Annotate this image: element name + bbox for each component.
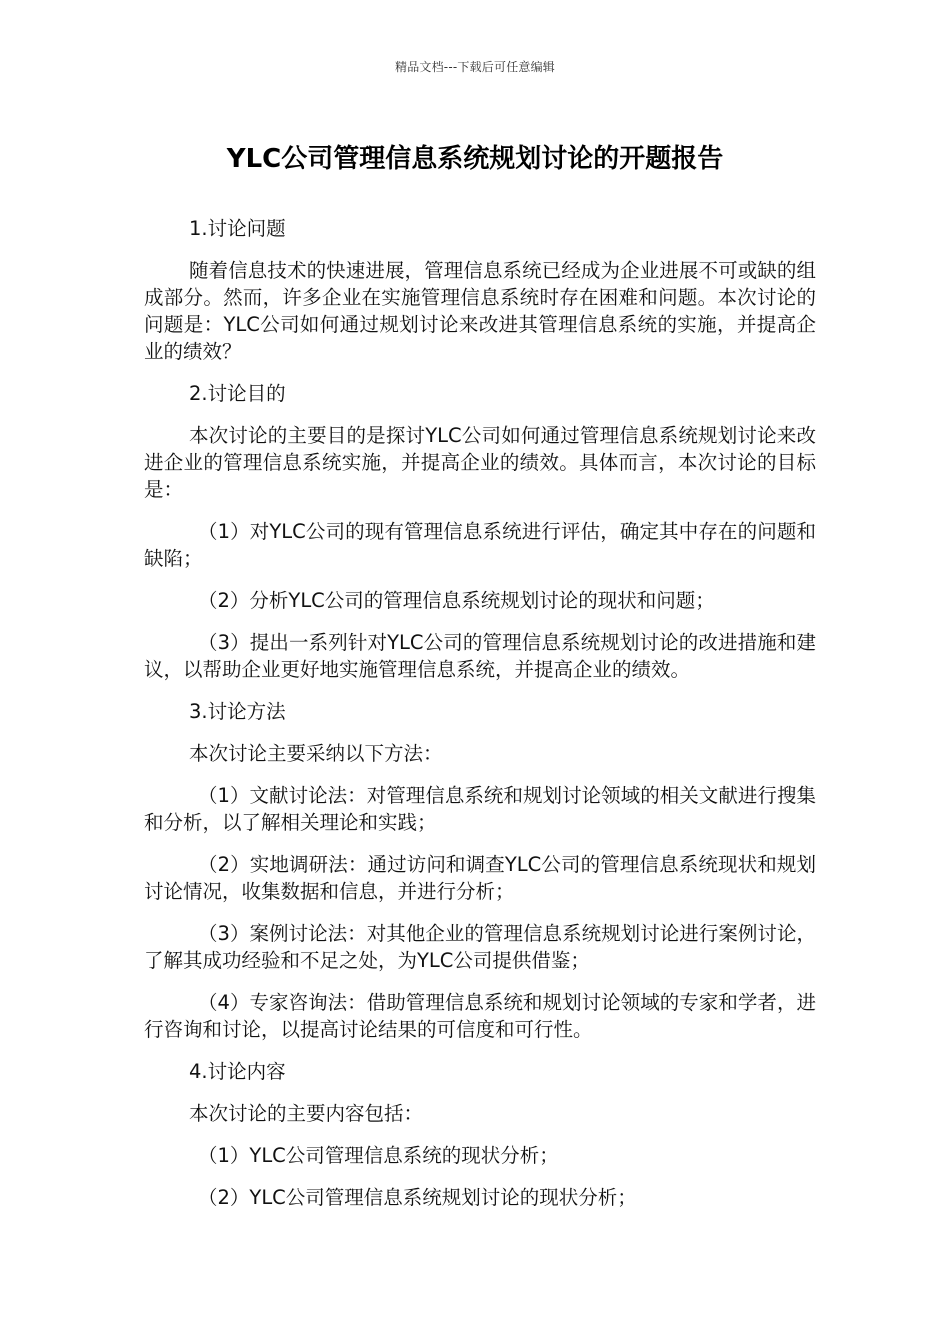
section-paragraph: 本次讨论的主要目的是探讨YLC公司如何通过管理信息系统规划讨论来改进企业的管理信息系统实施，并提高企业的绩效。具体而言，本次讨论的目标是： [144,424,816,501]
section-research-content [144,1058,816,1211]
list-item: （1）YLC公司管理信息系统的现状分析； [198,1144,559,1167]
section-paragraph: 随着信息技术的快速进展，管理信息系统已经成为企业进展不可或缺的组成部分。然而，许多企业在实施管理信息系统时存在困难和问题。本次讨论的问题是：YLC公司如何通过规划讨论来改进其管理信息系统的实施，并提高企业的绩效？ [144,259,816,363]
section-heading: 1.讨论问题 [189,217,286,240]
list-item: （3）案例讨论法：对其他企业的管理信息系统规划讨论进行案例讨论，了解其成功经验和不足之处，为YLC公司提供借鉴； [144,922,816,972]
document-body [144,215,816,1211]
section-research-method [144,698,816,1043]
section-research-question [144,215,816,365]
list-item: （3）提出一系列针对YLC公司的管理信息系统规划讨论的改进措施和建议，以帮助企业更好地实施管理信息系统，并提高企业的绩效。 [144,631,816,681]
document-title: YLC公司管理信息系统规划讨论的开题报告 [226,144,724,174]
list-item: （1）文献讨论法：对管理信息系统和规划讨论领域的相关文献进行搜集和分析，以了解相关理论和实践； [144,784,816,834]
section-research-purpose [144,380,816,683]
list-item: （2）YLC公司管理信息系统规划讨论的现状分析； [198,1186,637,1209]
list-item: （4）专家咨询法：借助管理信息系统和规划讨论领域的专家和学者，进行咨询和讨论，以提高讨论结果的可信度和可行性。 [144,991,816,1041]
section-paragraph: 本次讨论主要采纳以下方法： [189,742,443,765]
page-header: 精品文档---下载后可任意编辑 [395,60,555,74]
section-paragraph: 本次讨论的主要内容包括： [189,1102,424,1125]
section-heading: 2.讨论目的 [189,382,286,405]
section-heading: 4.讨论内容 [189,1060,286,1083]
list-item: （1）对YLC公司的现有管理信息系统进行评估，确定其中存在的问题和缺陷； [144,520,816,570]
list-item: （2）实地调研法：通过访问和调查YLC公司的管理信息系统现状和规划讨论情况，收集数据和信息，并进行分析； [144,853,816,903]
list-item: （2）分析YLC公司的管理信息系统规划讨论的现状和问题； [198,589,715,612]
section-heading: 3.讨论方法 [189,700,286,723]
